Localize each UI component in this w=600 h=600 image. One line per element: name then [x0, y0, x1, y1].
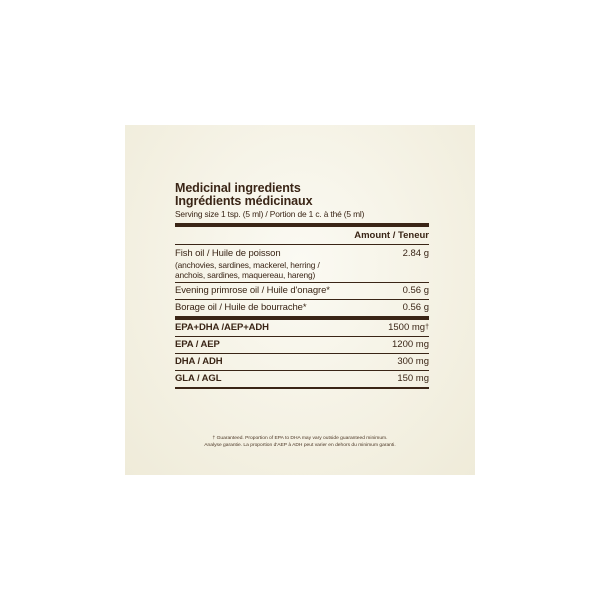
- ingredient-name: Fish oil / Huile de poisson: [175, 248, 281, 259]
- fatty-acid-amount: 300 mg: [397, 356, 429, 367]
- amount-header: Amount / Teneur: [354, 230, 429, 241]
- serving-size: Serving size 1 tsp. (5 ml) / Portion de 1 c. à thé (5 ml): [175, 209, 365, 219]
- ingredient-row-evening-primrose: [175, 283, 429, 299]
- footnote-english: † Guaranteed. Proportion of EPA to DHA may vary outside guaranteed minimum.: [212, 436, 388, 441]
- fatty-acid-row-gla: [175, 371, 429, 387]
- fatty-acid-row-epa-dha: [175, 320, 429, 336]
- title-english: Medicinal ingredients: [175, 181, 301, 195]
- fatty-acid-name: GLA / AGL: [175, 373, 222, 384]
- amount-header-row: [175, 227, 429, 244]
- fatty-acid-row-epa: [175, 337, 429, 353]
- amount-value: 1500 mg: [388, 322, 426, 333]
- ingredient-amount: 2.84 g: [402, 248, 429, 259]
- fatty-acid-amount: 1200 mg: [392, 339, 429, 350]
- title-french: Ingrédients médicinaux: [175, 194, 313, 208]
- fish-oil-sources-fr: anchois, sardines, maquereau, hareng): [175, 270, 316, 280]
- fatty-acid-name: EPA+DHA /AEP+ADH: [175, 322, 269, 333]
- ingredient-name: Borage oil / Huile de bourrache*: [175, 302, 307, 313]
- fish-oil-sources-en: (anchovies, sardines, mackerel, herring /: [175, 260, 320, 270]
- footnote-french: Analyse garantie. La proportion d'AEP à ADH peut varier en dehors du minimum garanti.: [204, 443, 396, 448]
- ingredient-row-borage: [175, 300, 429, 316]
- ingredient-amount: 0.56 g: [402, 302, 429, 313]
- guaranteed-mark: †: [425, 324, 429, 331]
- bottom-divider: [175, 387, 429, 389]
- ingredient-row-fish-oil: [175, 245, 429, 282]
- ingredient-name: Evening primrose oil / Huile d'onagre*: [175, 285, 330, 296]
- fatty-acid-name: EPA / AEP: [175, 339, 220, 350]
- fatty-acid-name: DHA / ADH: [175, 356, 223, 367]
- ingredient-amount: 0.56 g: [402, 285, 429, 296]
- ingredients-panel: [175, 182, 429, 389]
- footnote: [125, 435, 475, 449]
- fatty-acid-amount: 150 mg: [397, 373, 429, 384]
- nutrition-label-card: [125, 125, 475, 475]
- fatty-acid-row-dha: [175, 354, 429, 370]
- fatty-acid-amount: [388, 322, 429, 334]
